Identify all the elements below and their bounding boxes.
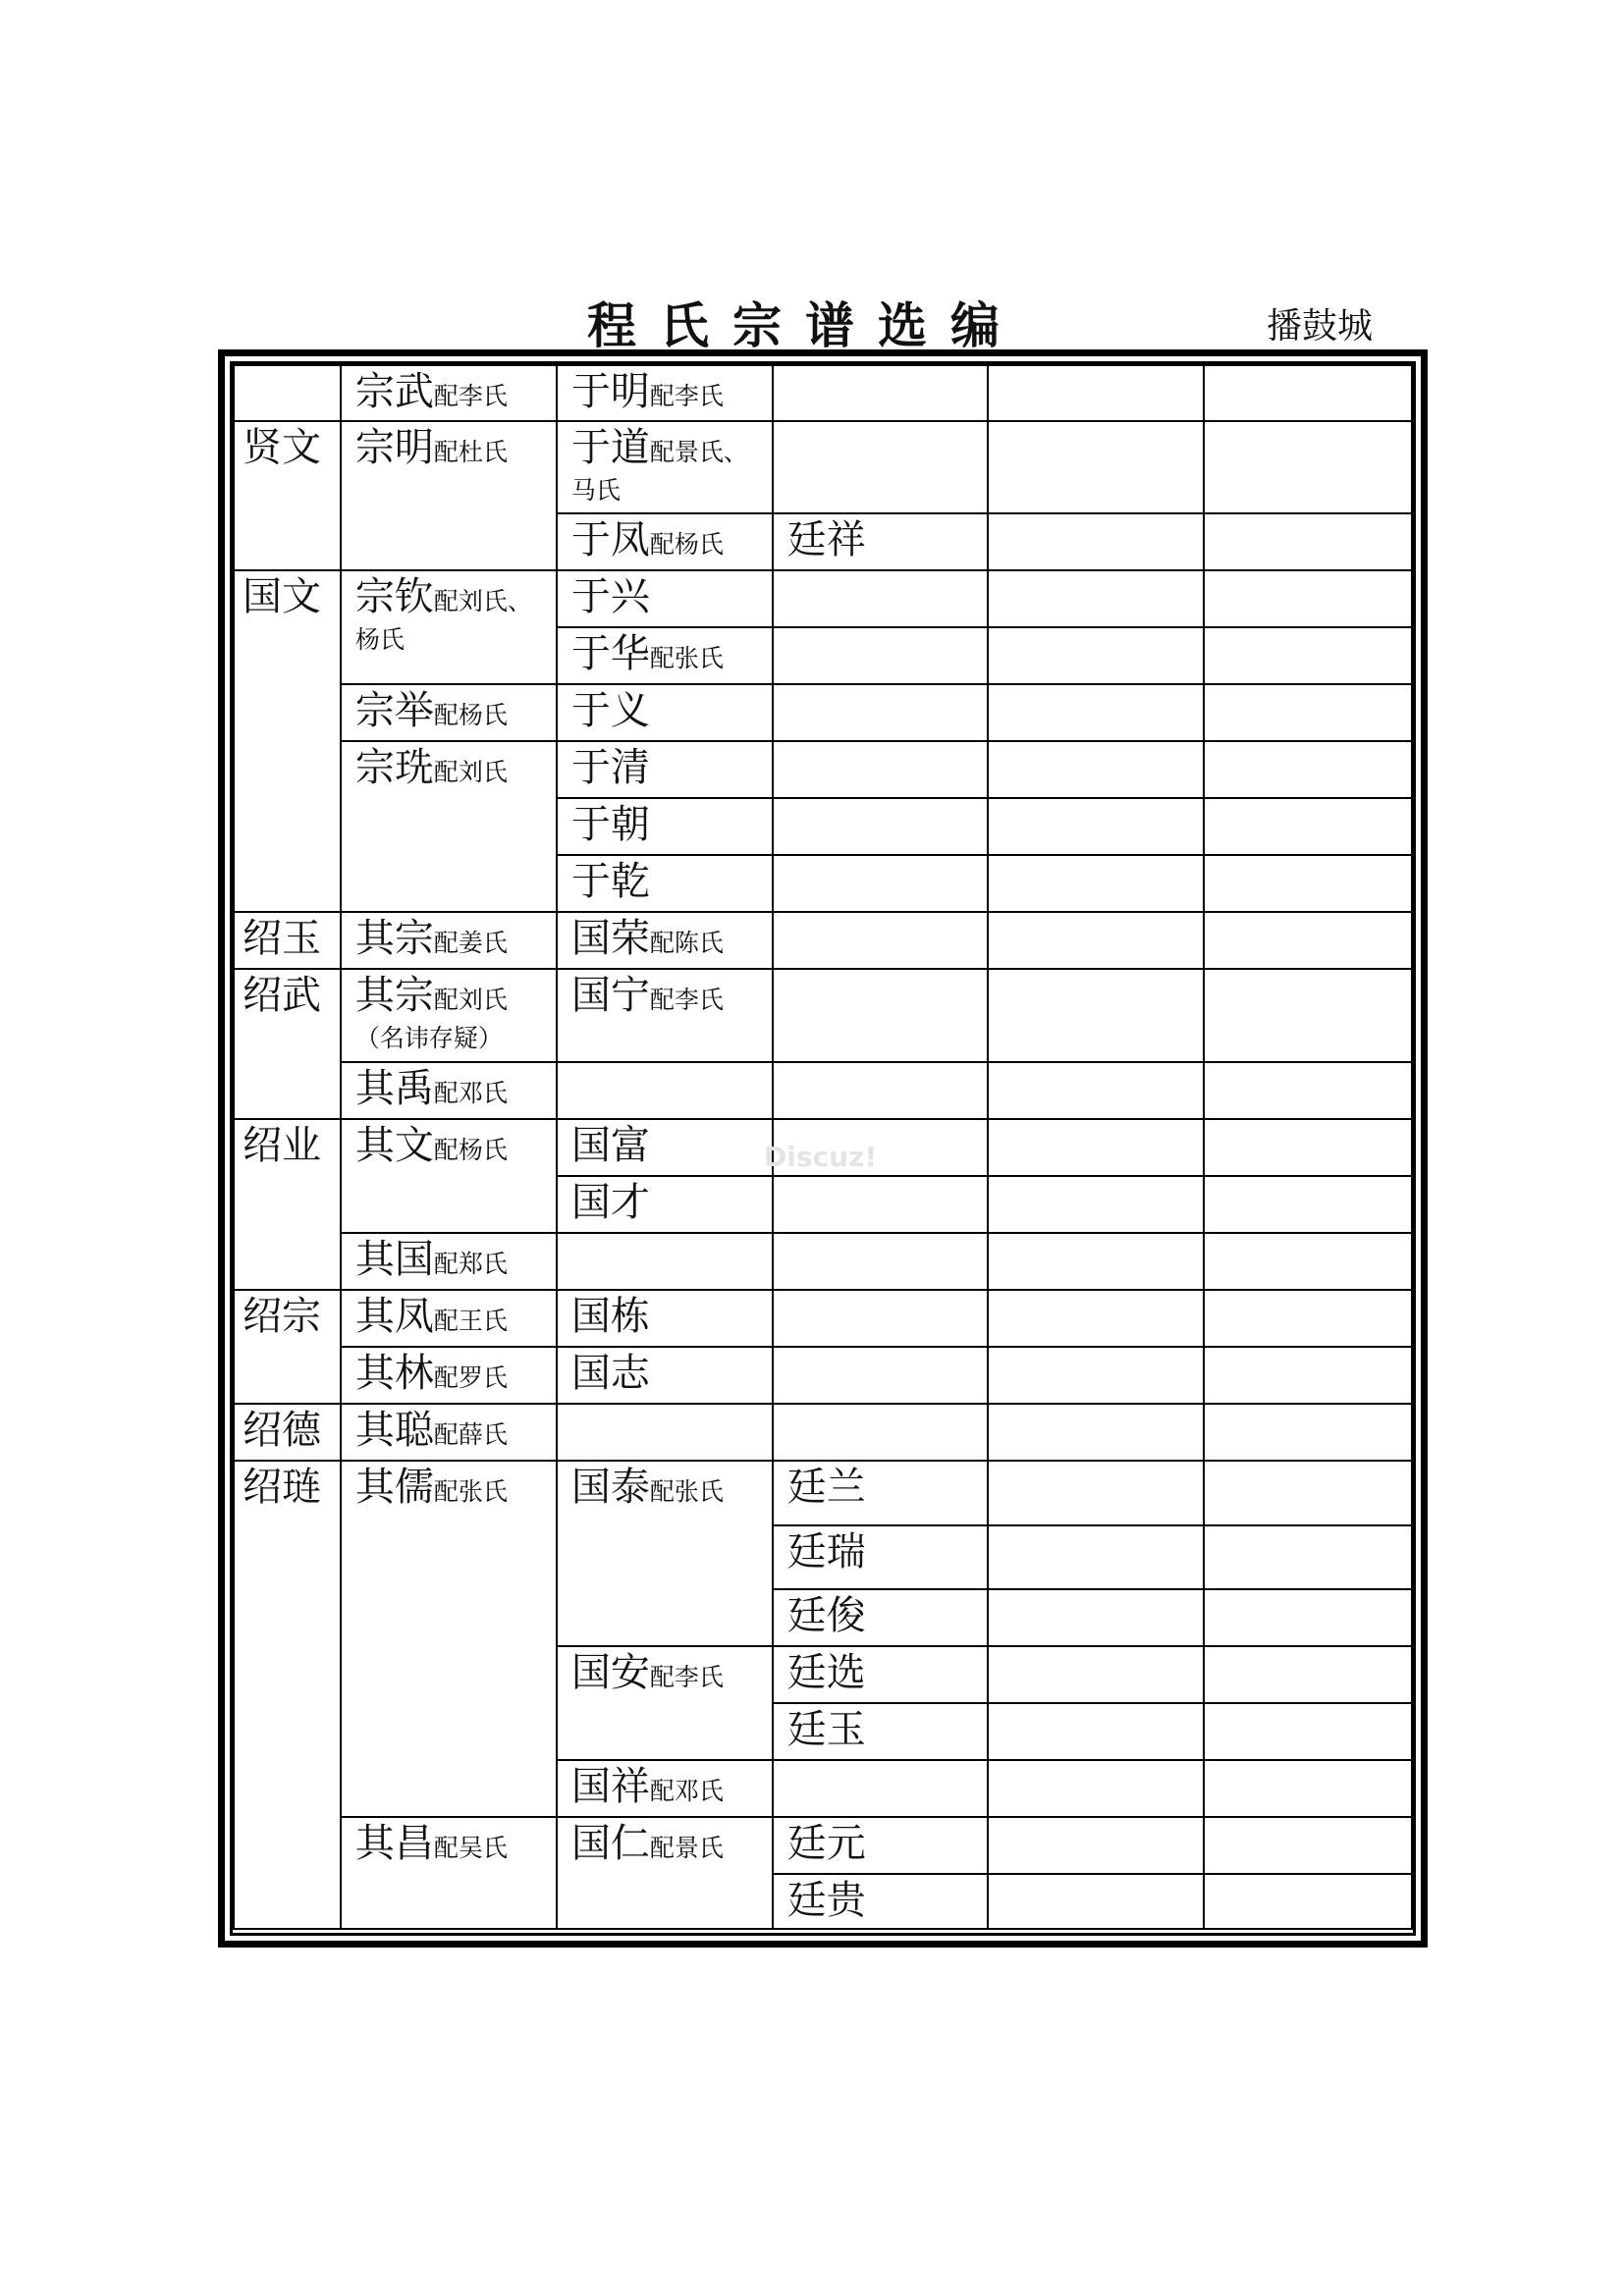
gen1-cell: 绍业 [234, 1119, 341, 1290]
gen4-cell: 廷玉 [773, 1703, 989, 1760]
gen3-cell: 国安配李氏 [557, 1646, 773, 1760]
gen3-cell: 国志 [557, 1347, 773, 1404]
gen4-cell [773, 684, 989, 741]
gen3-cell [557, 1062, 773, 1119]
gen5-cell [988, 1290, 1203, 1347]
gen6-cell [1204, 1119, 1412, 1176]
gen2-cell: 宗武配李氏 [341, 365, 557, 421]
table-row [234, 1461, 1412, 1525]
gen4-cell: 廷兰 [773, 1461, 989, 1525]
gen6-cell [1204, 1176, 1412, 1233]
gen4-cell [773, 741, 989, 798]
gen3-cell: 于明配李氏 [557, 365, 773, 421]
gen6-cell [1204, 1589, 1412, 1646]
gen5-cell [988, 1874, 1203, 1929]
gen3-cell: 国祥配邓氏 [557, 1760, 773, 1817]
gen4-cell: 廷瑞 [773, 1525, 989, 1589]
gen3-cell: 于清 [557, 741, 773, 798]
gen3-cell: 国荣配陈氏 [557, 912, 773, 969]
gen3-cell: 国宁配李氏 [557, 969, 773, 1062]
gen5-cell [988, 969, 1203, 1062]
gen1-cell: 绍武 [234, 969, 341, 1119]
gen6-cell [1204, 1703, 1412, 1760]
gen2-cell: 宗钦配刘氏、 杨氏 [341, 570, 557, 684]
gen2-cell: 其文配杨氏 [341, 1119, 557, 1233]
gen6-cell [1204, 421, 1412, 513]
gen4-cell [773, 912, 989, 969]
gen2-cell: 其凤配王氏 [341, 1290, 557, 1347]
gen5-cell [988, 1589, 1203, 1646]
gen3-cell: 于兴 [557, 570, 773, 627]
table-row [234, 1404, 1412, 1461]
gen5-cell [988, 1646, 1203, 1703]
gen6-cell [1204, 912, 1412, 969]
gen5-cell [988, 1703, 1203, 1760]
gen2-cell: 宗举配杨氏 [341, 684, 557, 741]
table-row [234, 570, 1412, 627]
table-row [234, 1290, 1412, 1347]
table-row [234, 1233, 1412, 1290]
gen3-cell [557, 1404, 773, 1461]
gen4-cell: 廷祥 [773, 513, 989, 570]
gen5-cell [988, 741, 1203, 798]
gen4-cell [773, 798, 989, 855]
gen6-cell [1204, 1760, 1412, 1817]
gen2-cell: 宗珗配刘氏 [341, 741, 557, 912]
gen4-cell [773, 1062, 989, 1119]
gen3-cell: 于义 [557, 684, 773, 741]
gen6-cell [1204, 1290, 1412, 1347]
gen4-cell [773, 1760, 989, 1817]
gen4-cell: 廷元 [773, 1817, 989, 1874]
gen5-cell [988, 684, 1203, 741]
gen6-cell [1204, 1062, 1412, 1119]
gen4-cell [773, 969, 989, 1062]
gen6-cell [1204, 570, 1412, 627]
gen4-cell: 廷贵 [773, 1874, 989, 1929]
gen2-cell: 其林配罗氏 [341, 1347, 557, 1404]
gen2-cell: 宗明配杜氏 [341, 421, 557, 570]
gen2-cell: 其昌配吴氏 [341, 1817, 557, 1929]
gen5-cell [988, 421, 1203, 513]
gen5-cell [988, 570, 1203, 627]
gen2-cell: 其宗配姜氏 [341, 912, 557, 969]
gen4-cell [773, 365, 989, 421]
gen5-cell [988, 855, 1203, 912]
gen6-cell [1204, 1874, 1412, 1929]
gen5-cell [988, 912, 1203, 969]
gen1-cell: 绍玉 [234, 912, 341, 969]
table-row [234, 912, 1412, 969]
gen6-cell [1204, 1233, 1412, 1290]
gen2-cell: 其禹配邓氏 [341, 1062, 557, 1119]
gen6-cell [1204, 1646, 1412, 1703]
gen6-cell [1204, 855, 1412, 912]
table-row [234, 421, 1412, 513]
gen3-cell: 于乾 [557, 855, 773, 912]
gen6-cell [1204, 1404, 1412, 1461]
gen3-cell: 于朝 [557, 798, 773, 855]
table-row [234, 741, 1412, 798]
gen4-cell [773, 570, 989, 627]
gen2-cell: 其儒配张氏 [341, 1461, 557, 1817]
gen5-cell [988, 1062, 1203, 1119]
table-row [234, 684, 1412, 741]
gen5-cell [988, 1233, 1203, 1290]
table-row [234, 1062, 1412, 1119]
gen4-cell: 廷俊 [773, 1589, 989, 1646]
gen3-cell: 于凤配杨氏 [557, 513, 773, 570]
gen3-cell: 国栋 [557, 1290, 773, 1347]
gen4-cell [773, 1347, 989, 1404]
gen4-cell [773, 855, 989, 912]
gen5-cell [988, 1176, 1203, 1233]
gen6-cell [1204, 627, 1412, 684]
gen6-cell [1204, 969, 1412, 1062]
gen5-cell [988, 1461, 1203, 1525]
gen5-cell [988, 1525, 1203, 1589]
gen2-cell: 其宗配刘氏 （名讳存疑） [341, 969, 557, 1062]
gen3-cell [557, 1233, 773, 1290]
gen5-cell [988, 798, 1203, 855]
place-name: 播鼓城 [1267, 306, 1374, 347]
gen3-cell: 国仁配景氏 [557, 1817, 773, 1929]
gen4-cell [773, 421, 989, 513]
gen3-cell: 于道配景氏、 马氏 [557, 421, 773, 513]
page-title: 程氏宗谱选编 [587, 297, 1023, 354]
gen5-cell [988, 365, 1203, 421]
gen1-cell: 贤文 [234, 421, 341, 570]
gen5-cell [988, 513, 1203, 570]
gen3-cell: 国泰配张氏 [557, 1461, 773, 1646]
gen6-cell [1204, 741, 1412, 798]
gen4-cell [773, 1176, 989, 1233]
gen1-cell: 绍德 [234, 1404, 341, 1461]
gen6-cell [1204, 1461, 1412, 1525]
gen3-cell: 国富 [557, 1119, 773, 1176]
gen5-cell [988, 1404, 1203, 1461]
gen4-cell [773, 1290, 989, 1347]
gen1-cell: 绍琏 [234, 1461, 341, 1929]
gen2-cell: 其聪配薛氏 [341, 1404, 557, 1461]
gen4-cell [773, 1404, 989, 1461]
gen1-cell [234, 365, 341, 421]
gen1-cell: 国文 [234, 570, 341, 912]
table-row [234, 365, 1412, 421]
gen6-cell [1204, 1817, 1412, 1874]
gen4-cell: 廷选 [773, 1646, 989, 1703]
gen2-cell: 其国配郑氏 [341, 1233, 557, 1290]
gen6-cell [1204, 684, 1412, 741]
gen1-cell: 绍宗 [234, 1290, 341, 1404]
gen3-cell: 国才 [557, 1176, 773, 1233]
gen4-cell [773, 1233, 989, 1290]
table-row [234, 1817, 1412, 1874]
gen3-cell: 于华配张氏 [557, 627, 773, 684]
table-row [234, 1347, 1412, 1404]
gen6-cell [1204, 1347, 1412, 1404]
gen5-cell [988, 1817, 1203, 1874]
gen6-cell [1204, 1525, 1412, 1589]
gen5-cell [988, 627, 1203, 684]
table-row [234, 969, 1412, 1062]
gen4-cell [773, 627, 989, 684]
gen5-cell [988, 1119, 1203, 1176]
gen6-cell [1204, 798, 1412, 855]
gen5-cell [988, 1347, 1203, 1404]
gen5-cell [988, 1760, 1203, 1817]
watermark-text: Discuz! [764, 1141, 878, 1173]
gen6-cell [1204, 365, 1412, 421]
gen6-cell [1204, 513, 1412, 570]
